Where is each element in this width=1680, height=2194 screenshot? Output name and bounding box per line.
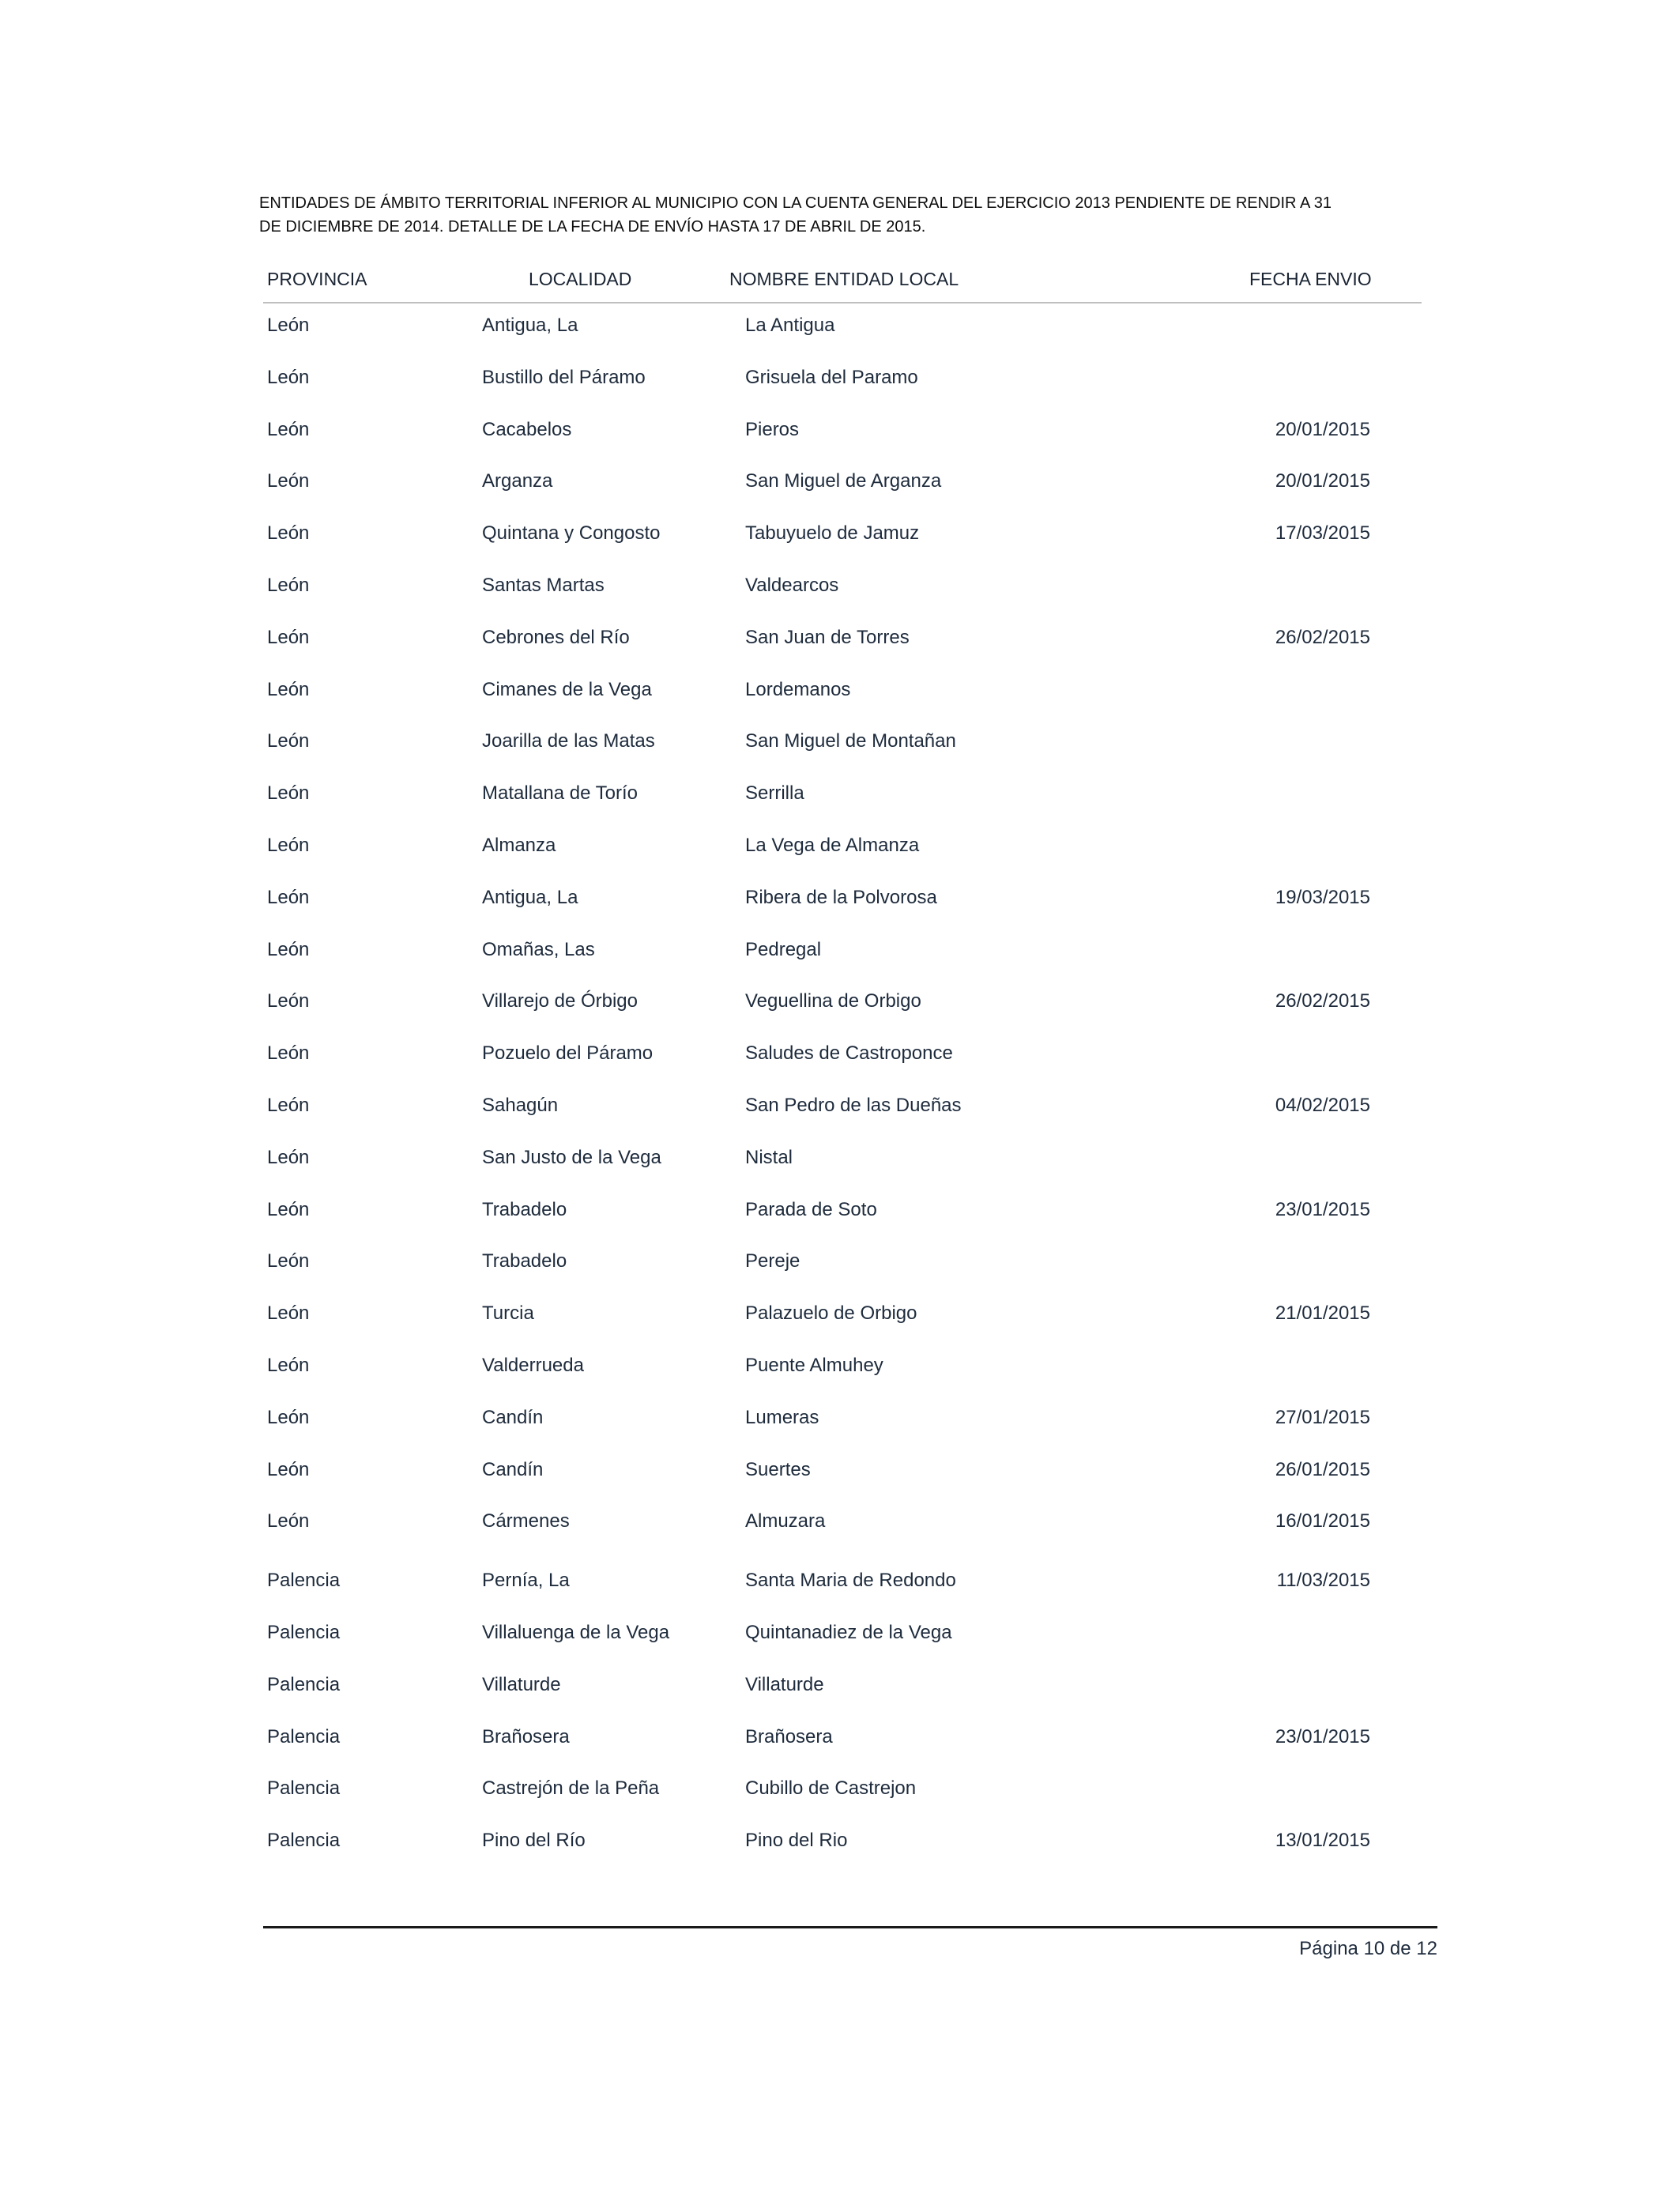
table-row (0, 934, 1680, 966)
cell-localidad: Almanza (482, 835, 556, 856)
footer-divider (263, 1926, 1437, 1928)
cell-provincia: León (267, 626, 310, 648)
table-row (0, 1506, 1680, 1537)
cell-localidad: Arganza (482, 470, 553, 492)
cell-provincia: Palencia (267, 1622, 341, 1643)
cell-entidad: Ribera de la Polvorosa (745, 886, 937, 908)
cell-localidad: Candín (482, 1458, 544, 1480)
table-row (0, 1142, 1680, 1174)
cell-provincia: Palencia (267, 1830, 341, 1852)
cell-entidad: Brañosera (745, 1725, 833, 1747)
cell-entidad: Santa Maria de Redondo (745, 1570, 956, 1592)
cell-fecha-envio: 17/03/2015 (1275, 522, 1370, 545)
cell-provincia: León (267, 1458, 310, 1480)
cell-entidad: Veguellina de Orbigo (745, 990, 921, 1012)
cell-localidad: Valderrueda (482, 1355, 584, 1376)
cell-localidad: Sahagún (482, 1095, 559, 1116)
cell-localidad: Joarilla de las Matas (482, 730, 655, 752)
cell-localidad: Cebrones del Río (482, 626, 630, 648)
cell-entidad: San Miguel de Montañan (745, 730, 956, 752)
cell-localidad: Villarejo de Órbigo (482, 990, 638, 1012)
cell-provincia: León (267, 1095, 310, 1116)
cell-entidad: Pino del Rio (745, 1830, 848, 1852)
cell-entidad: Serrilla (745, 782, 804, 805)
cell-provincia: León (267, 522, 310, 545)
cell-entidad: Pereje (745, 1250, 800, 1272)
document-title-line-2: DE DICIEMBRE DE 2014. DETALLE DE LA FECHA DE ENVÍO HASTA 17 DE ABRIL DE 2015. (259, 218, 926, 236)
cell-fecha-envio: 04/02/2015 (1275, 1095, 1370, 1116)
cell-localidad: Trabadelo (482, 1198, 567, 1220)
cell-provincia: León (267, 1302, 310, 1325)
table-row (0, 882, 1680, 914)
cell-localidad: Candín (482, 1406, 544, 1428)
cell-localidad: Matallana de Torío (482, 782, 638, 805)
cell-fecha-envio: 11/03/2015 (1276, 1570, 1370, 1592)
cell-fecha-envio: 21/01/2015 (1275, 1302, 1370, 1325)
cell-entidad: San Pedro de las Dueñas (745, 1095, 962, 1116)
table-row (0, 778, 1680, 809)
cell-localidad: Cacabelos (482, 418, 572, 440)
cell-localidad: Brañosera (482, 1725, 570, 1747)
document-title (259, 191, 1332, 239)
cell-localidad: Santas Martas (482, 575, 605, 596)
cell-entidad: Lumeras (745, 1406, 819, 1428)
document-title-line-1: ENTIDADES DE ÁMBITO TERRITORIAL INFERIOR AL MUNICIPIO CON LA CUENTA GENERAL DEL EJERCICIO 2013 PENDIENTE DE RENDIR A 31 (259, 194, 1332, 212)
cell-localidad: Cimanes de la Vega (482, 678, 652, 700)
cell-entidad: Valdearcos (745, 575, 839, 596)
cell-fecha-envio: 23/01/2015 (1275, 1198, 1370, 1220)
cell-provincia: Palencia (267, 1673, 341, 1695)
cell-fecha-envio: 26/02/2015 (1275, 626, 1370, 648)
cell-provincia: León (267, 366, 310, 388)
cell-fecha-envio: 13/01/2015 (1275, 1830, 1370, 1852)
table-row (0, 1773, 1680, 1804)
cell-localidad: Villaturde (482, 1673, 561, 1695)
table-row (0, 362, 1680, 394)
header-divider (263, 302, 1422, 303)
cell-provincia: León (267, 1042, 310, 1065)
header-nombre-entidad-local: NOMBRE ENTIDAD LOCAL (729, 269, 959, 289)
cell-localidad: Omañas, Las (482, 938, 595, 960)
table-row (0, 1090, 1680, 1122)
cell-provincia: León (267, 1146, 310, 1168)
cell-localidad: Antigua, La (482, 886, 578, 908)
table-row (0, 518, 1680, 549)
page-number: Página 10 de 12 (1299, 1938, 1437, 1959)
cell-localidad: Trabadelo (482, 1250, 567, 1272)
table-row (0, 1617, 1680, 1649)
cell-provincia: León (267, 835, 310, 856)
header-provincia: PROVINCIA (267, 269, 367, 289)
cell-entidad: Tabuyuelo de Jamuz (745, 522, 920, 545)
cell-provincia: León (267, 990, 310, 1012)
cell-provincia: León (267, 1510, 310, 1532)
cell-fecha-envio: 26/01/2015 (1275, 1458, 1370, 1480)
cell-entidad: Lordemanos (745, 678, 851, 700)
cell-provincia: Palencia (267, 1570, 341, 1592)
cell-localidad: Turcia (482, 1302, 534, 1325)
cell-provincia: León (267, 1250, 310, 1272)
cell-provincia: León (267, 886, 310, 908)
cell-entidad: Cubillo de Castrejon (745, 1777, 917, 1800)
cell-fecha-envio: 27/01/2015 (1275, 1406, 1370, 1428)
table-row (0, 1298, 1680, 1329)
table-row (0, 570, 1680, 601)
cell-provincia: León (267, 1355, 310, 1376)
cell-entidad: Almuzara (745, 1510, 826, 1532)
cell-entidad: Grisuela del Paramo (745, 366, 918, 388)
table-row (0, 310, 1680, 341)
cell-localidad: Villaluenga de la Vega (482, 1622, 670, 1643)
table-row (0, 414, 1680, 446)
cell-entidad: Suertes (745, 1458, 811, 1480)
cell-localidad: Quintana y Congosto (482, 522, 661, 545)
cell-localidad: Pino del Río (482, 1830, 586, 1852)
cell-fecha-envio: 20/01/2015 (1275, 418, 1370, 440)
cell-provincia: León (267, 678, 310, 700)
table-row (0, 622, 1680, 654)
cell-localidad: San Justo de la Vega (482, 1146, 661, 1168)
cell-provincia: León (267, 575, 310, 596)
table-row (0, 830, 1680, 861)
cell-fecha-envio: 26/02/2015 (1275, 990, 1370, 1012)
cell-provincia: León (267, 315, 310, 336)
table-row (0, 674, 1680, 706)
cell-provincia: Palencia (267, 1725, 341, 1747)
header-localidad: LOCALIDAD (529, 269, 632, 289)
cell-entidad: Quintanadiez de la Vega (745, 1622, 952, 1643)
table-row (0, 1721, 1680, 1753)
table-row (0, 1402, 1680, 1434)
table-row (0, 726, 1680, 757)
cell-fecha-envio: 16/01/2015 (1275, 1510, 1370, 1532)
cell-entidad: Villaturde (745, 1673, 824, 1695)
table-row (0, 1825, 1680, 1857)
cell-entidad: Puente Almuhey (745, 1355, 883, 1376)
cell-entidad: Pedregal (745, 938, 822, 960)
table-row (0, 986, 1680, 1017)
table-row (0, 1038, 1680, 1069)
cell-entidad: Nistal (745, 1146, 793, 1168)
cell-localidad: Pozuelo del Páramo (482, 1042, 654, 1065)
cell-entidad: Parada de Soto (745, 1198, 877, 1220)
cell-entidad: La Antigua (745, 315, 835, 336)
cell-provincia: León (267, 1198, 310, 1220)
cell-localidad: Antigua, La (482, 315, 578, 336)
cell-fecha-envio: 19/03/2015 (1275, 886, 1370, 908)
cell-provincia: León (267, 730, 310, 752)
header-fecha-envio: FECHA ENVIO (1249, 269, 1372, 289)
cell-entidad: Saludes de Castroponce (745, 1042, 953, 1065)
cell-entidad: San Miguel de Arganza (745, 470, 942, 492)
table-row (0, 1246, 1680, 1277)
table-row (0, 1454, 1680, 1486)
table-row (0, 466, 1680, 497)
cell-provincia: Palencia (267, 1777, 341, 1800)
cell-entidad: La Vega de Almanza (745, 835, 920, 856)
cell-entidad: Pieros (745, 418, 800, 440)
cell-localidad: Bustillo del Páramo (482, 366, 646, 388)
cell-localidad: Pernía, La (482, 1570, 570, 1592)
table-row (0, 1350, 1680, 1382)
table-row (0, 1194, 1680, 1226)
cell-provincia: León (267, 782, 310, 805)
cell-provincia: León (267, 470, 310, 492)
cell-entidad: San Juan de Torres (745, 626, 910, 648)
cell-localidad: Castrejón de la Peña (482, 1777, 660, 1800)
table-row (0, 1565, 1680, 1596)
cell-provincia: León (267, 418, 310, 440)
cell-localidad: Cármenes (482, 1510, 570, 1532)
cell-provincia: León (267, 938, 310, 960)
cell-fecha-envio: 20/01/2015 (1275, 470, 1370, 492)
cell-entidad: Palazuelo de Orbigo (745, 1302, 917, 1325)
cell-provincia: León (267, 1406, 310, 1428)
cell-fecha-envio: 23/01/2015 (1275, 1725, 1370, 1747)
table-row (0, 1669, 1680, 1701)
